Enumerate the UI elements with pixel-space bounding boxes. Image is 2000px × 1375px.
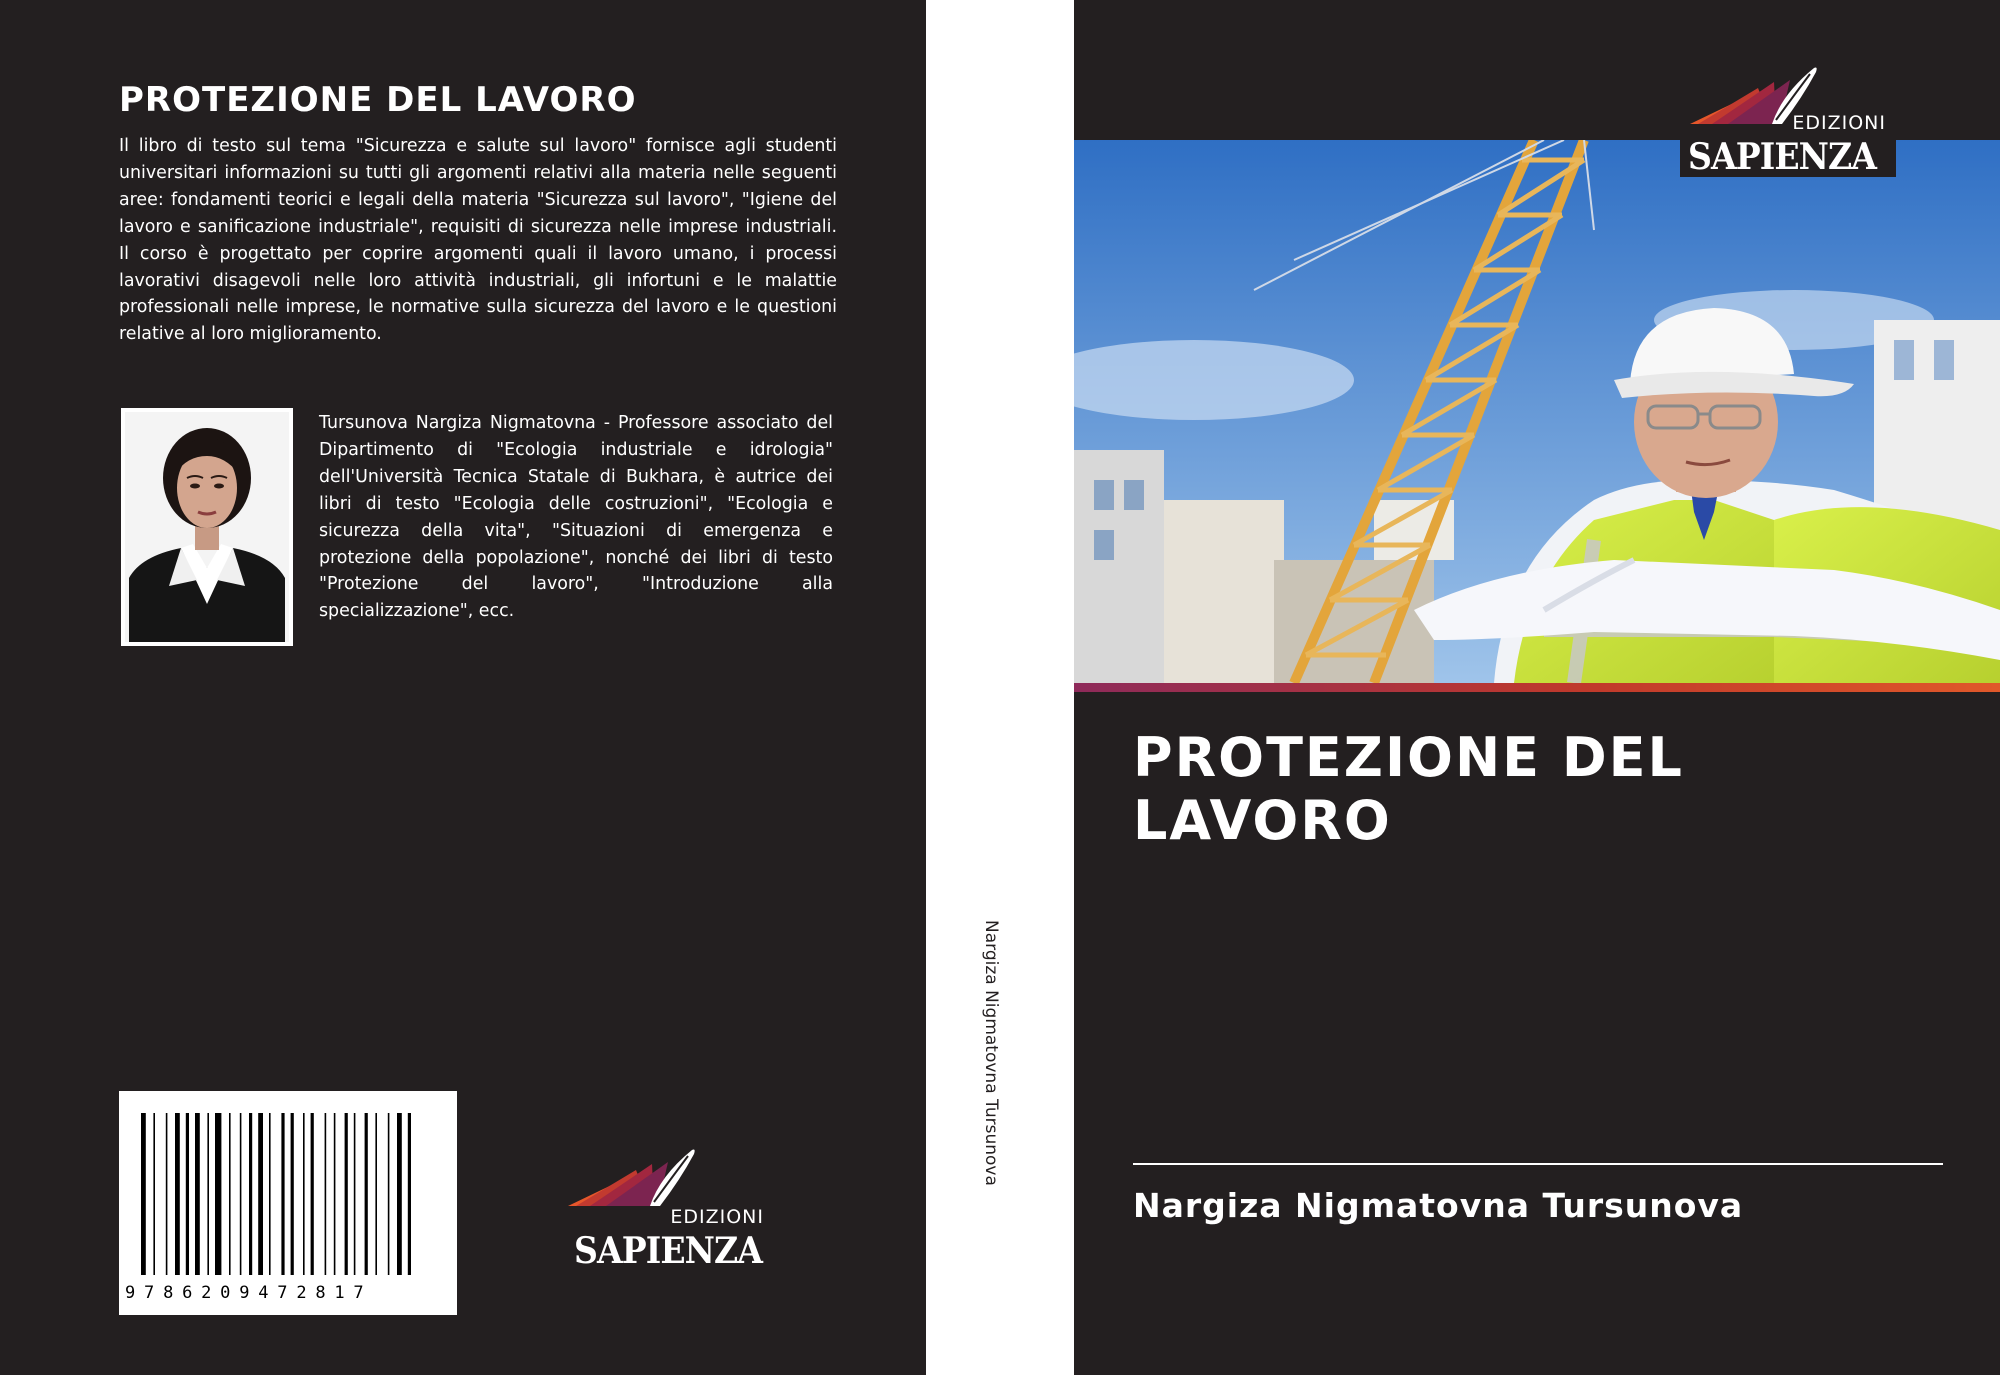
author-bio: Tursunova Nargiza Nigmatovna - Professore associato del Dipartimento di "Ecologia industriale e idrologia" dell'Università Tecnica Statale di Bukhara, è autrice dei libri di testo "Ecologia delle costruzioni", "Ecologia e sicurezza della vita", "Situazioni di emergenza e protezione della popolazione", nonché dei libri di testo "Protezione del lavoro", "Introduzione alla specializzazione", ecc. — [319, 413, 833, 622]
logo-sapienza-label: SAPIENZA — [1688, 136, 1877, 178]
back-cover-title: PROTEZIONE DEL LAVORO — [119, 80, 637, 120]
construction-worker-image — [1074, 140, 2000, 683]
barcode-icon — [119, 1091, 457, 1315]
accent-bar — [1074, 683, 2000, 692]
barcode-bar — [365, 1113, 368, 1275]
barcode-digits: 9786209472817 — [125, 1283, 373, 1303]
front-cover-author: Nargiza Nigmatovna Tursunova — [1133, 1186, 1744, 1225]
barcode-bar — [303, 1113, 305, 1275]
cover-photo — [1074, 140, 2000, 683]
barcode-bar — [345, 1113, 348, 1275]
barcode-bar — [397, 1113, 402, 1275]
logo-edizioni-label: EDIZIONI — [670, 1206, 764, 1228]
author-portrait-image — [121, 408, 293, 646]
barcode-bar — [334, 1113, 336, 1275]
barcode-bar — [175, 1113, 180, 1275]
barcode-bar — [408, 1113, 411, 1275]
barcode-bar — [258, 1113, 263, 1275]
barcode-bar — [229, 1113, 231, 1275]
isbn-barcode — [119, 1091, 457, 1315]
spine-author — [981, 920, 1021, 1230]
author-photo — [121, 408, 293, 646]
barcode-bar — [166, 1113, 168, 1275]
publisher-logo-back — [566, 1146, 774, 1271]
barcode-bar — [388, 1113, 390, 1275]
barcode-bar — [269, 1113, 271, 1275]
barcode-bar — [325, 1113, 327, 1275]
back-cover-description: Il libro di testo sul tema "Sicurezza e salute sul lavoro" fornisce agli studenti universitari informazioni su tutti gli argomenti relativi alla materia nelle seguenti aree: fondamenti teorici e legali della materia "Sicurezza sul lavoro", "Igiene del lavoro e sanificazione industriale", requisiti di sicurezza nelle imprese industriali. Il corso è progettato per coprire argomenti quali il lavoro umano, i processi lavorativi disagevoli nelle loro attività industriali, gli infortuni e le malattie professionali nelle imprese, le normative sulla sicurezza del lavoro e le questioni relative al loro miglioramento. — [119, 136, 837, 345]
barcode-bar — [291, 1113, 294, 1275]
front-cover-title: PROTEZIONE DEL LAVORO — [1133, 726, 1684, 852]
barcode-bar — [195, 1113, 200, 1275]
barcode-bar — [153, 1113, 155, 1275]
barcode-bar — [354, 1113, 356, 1275]
logo-edizioni-label: EDIZIONI — [1792, 112, 1886, 134]
logo-sapienza-label: SAPIENZA — [574, 1230, 763, 1272]
barcode-bar — [207, 1113, 209, 1275]
barcode-bar — [215, 1113, 221, 1275]
barcode-bar — [281, 1113, 284, 1275]
front-cover-divider — [1133, 1163, 1943, 1165]
barcode-bar — [375, 1113, 377, 1275]
publisher-logo-front — [1680, 52, 1896, 177]
barcode-bar — [141, 1113, 146, 1275]
barcode-bar — [249, 1113, 252, 1275]
spine-author-text: Nargiza Nigmatovna Tursunova — [981, 920, 1001, 1186]
barcode-bar — [240, 1113, 242, 1275]
barcode-bar — [311, 1113, 314, 1275]
barcode-bar — [186, 1113, 189, 1275]
